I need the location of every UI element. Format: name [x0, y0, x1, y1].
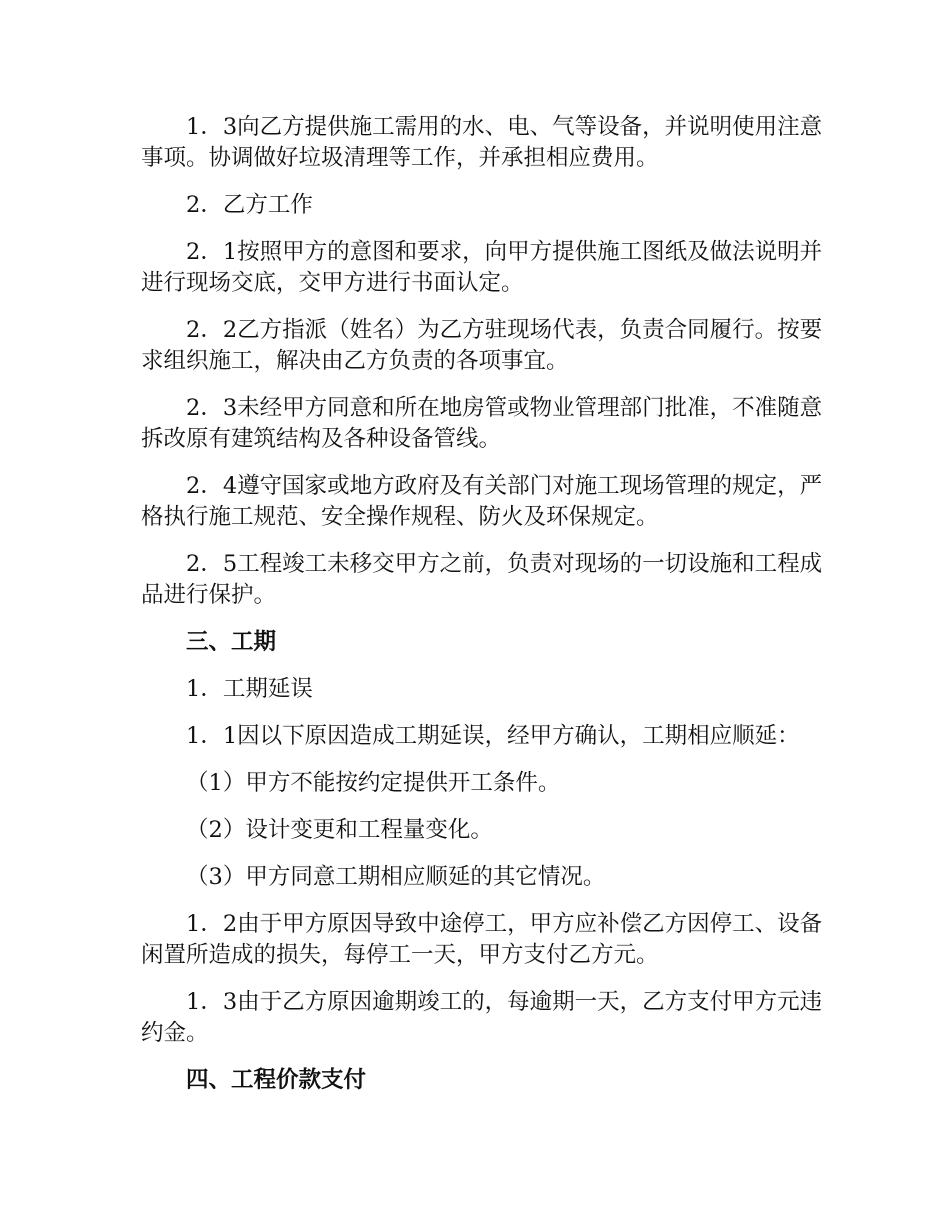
paragraph-1-1: 1．1因以下原因造成工期延误，经甲方确认，工期相应顺延：	[186, 723, 800, 749]
paragraph-2-5: 2．5工程竣工未移交甲方之前，负责对现场的一切设施和工程成品进行保护。	[141, 551, 823, 608]
paragraph-2-2: 2．2乙方指派（姓名）为乙方驻现场代表，负责合同履行。按要求组织施工，解决由乙方负责的各项事宜。	[141, 317, 823, 374]
list-item-3: （3）甲方同意工期相应顺延的其它情况。	[186, 864, 606, 890]
paragraph-delay: 1．工期延误	[186, 676, 313, 702]
paragraph-1-3: 1．3向乙方提供施工需用的水、电、气等设备，并说明使用注意事项。协调做好垃圾清理等工作，并承担相应费用。	[141, 114, 823, 171]
paragraph-2-4: 2．4遵守国家或地方政府及有关部门对施工现场管理的规定，严格执行施工规范、安全操作规程、防火及环保规定。	[141, 473, 823, 530]
paragraph-2-3: 2．3未经甲方同意和所在地房管或物业管理部门批准，不准随意拆改原有建筑结构及各种设备管线。	[141, 395, 823, 452]
paragraph-2-1: 2．1按照甲方的意图和要求，向甲方提供施工图纸及做法说明并进行现场交底，交甲方进行书面认定。	[141, 239, 823, 296]
document-page	[141, 112, 831, 1112]
paragraph-1-3-penalty: 1．3由于乙方原因逾期竣工的，每逾期一天，乙方支付甲方元违约金。	[141, 989, 823, 1046]
list-item-1: （1）甲方不能按约定提供开工条件。	[186, 770, 561, 796]
paragraph-1-2: 1．2由于甲方原因导致中途停工，甲方应补偿乙方因停工、设备闲置所造成的损失，每停工一天，甲方支付乙方元。	[141, 911, 823, 968]
section-heading-schedule: 三、工期	[186, 629, 277, 655]
section-heading-payment: 四、工程价款支付	[186, 1067, 367, 1093]
paragraph-2: 2．乙方工作	[186, 192, 313, 218]
list-item-2: （2）设计变更和工程量变化。	[186, 817, 493, 843]
